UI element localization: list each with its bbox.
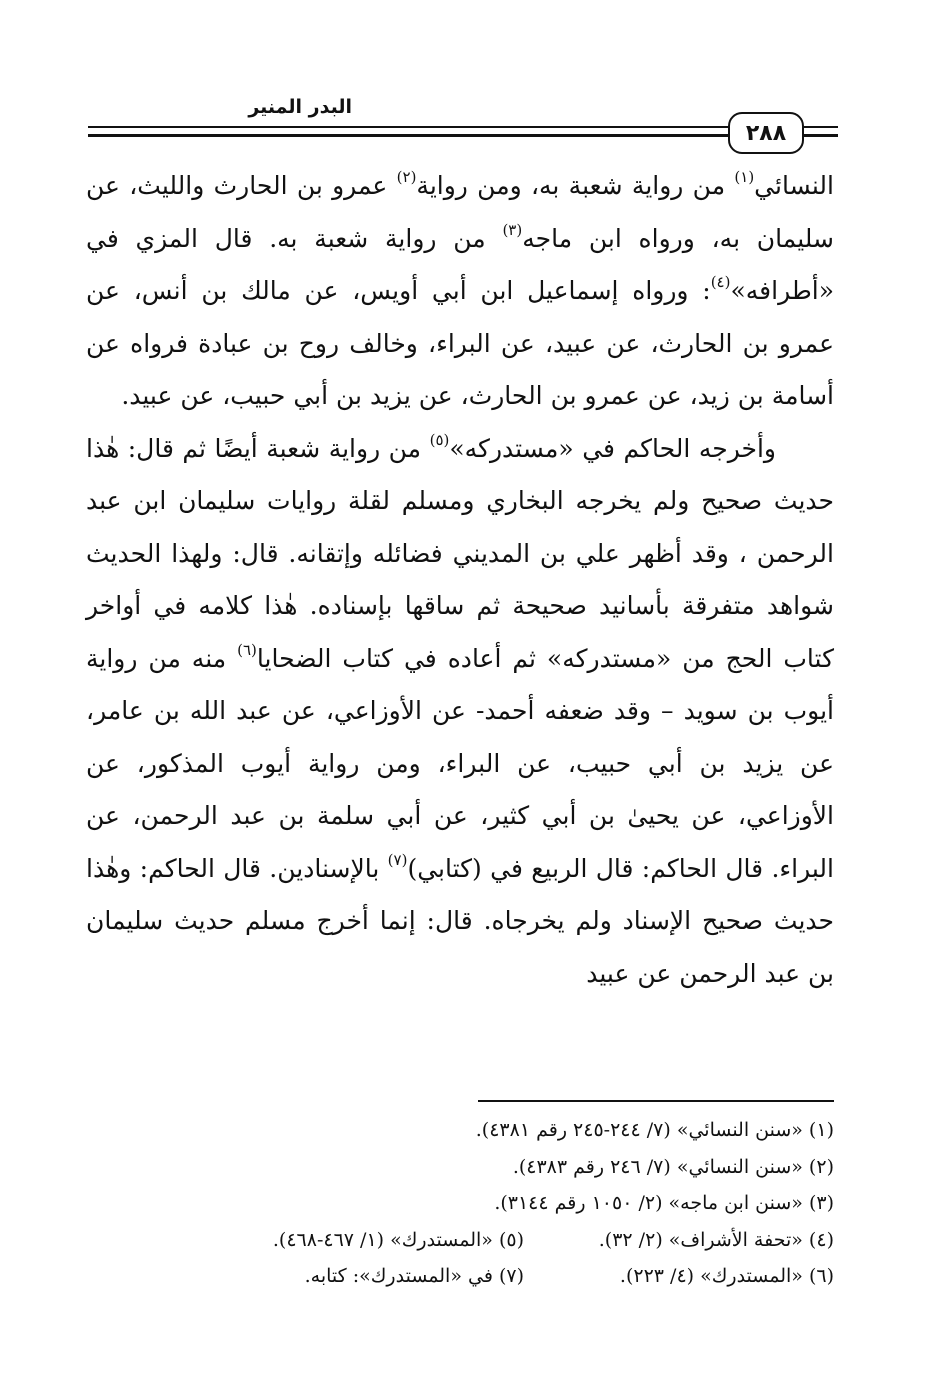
- header-rule: [800, 126, 838, 128]
- header-rule: [800, 134, 838, 137]
- page-header: [88, 96, 838, 152]
- footnote-marker: (١): [734, 168, 755, 186]
- footnote: (٧) في «المستدرك»: كتابه.: [304, 1265, 524, 1287]
- footnote-marker: (٣): [502, 220, 523, 239]
- footnotes: [86, 1112, 834, 1295]
- footnote-marker: (٢): [396, 168, 417, 186]
- footnote-row: [86, 1258, 834, 1295]
- page-number: ٢٨٨: [728, 112, 804, 154]
- footnote-marker: (٦): [237, 640, 257, 659]
- footnote-separator: [478, 1100, 834, 1102]
- footnote: (١) «سنن النسائي» (٧/ ٢٤٤-٢٤٥ رقم ٤٣٨١).: [475, 1119, 834, 1141]
- paragraph: وأخرجه الحاكم في «مستدركه»$^{(٥)}$ من رواية شعبة أيضًا ثم قال: هٰذا حديث صحيح ولم يخرجه البخاري ومسلم لقلة روايات سليمان ابن عبد الرحمن ، وقد أظهر علي بن المديني فضائله وإتقانه. قال: ولهذا الحديث شواهد متفرقة بأسانيد صحيحة ثم ساقها بإسناده. هٰذا كلامه في أواخر كتاب الحج من «مستدركه» ثم أعاده في كتاب الضحايا$^{(٦)}$ منه من رواية أيوب بن سويد – وقد ضعفه أحمد- عن الأوزاعي، عن عبد الله بن عامر، عن يزيد بن أبي حبيب، عن البراء، ومن رواية أيوب المذكور، عن الأوزاعي، عن يحيىٰ بن أبي كثير، عن أبي سلمة بن عبد الرحمن، عن البراء. قال الحاكم: قال الربيع في (كتابي)$^{(٧)}$ بالإسنادين. قال الحاكم: وهٰذا حديث صحيح الإسناد ولم يخرجاه. قال: إنما أخرج مسلم حديث سليمان بن عبد الرحمن عن عبيد: [86, 430, 834, 988]
- footnote: (٤) «تحفة الأشراف» (٢/ ٣٢).: [598, 1228, 834, 1251]
- running-title: البدر المنير: [248, 96, 352, 118]
- footnote: (٢) «سنن النسائي» (٧/ ٢٤٦ رقم ٤٣٨٣).: [512, 1155, 834, 1178]
- footnote: (٦) «المستدرك» (٤/ ٢٢٣).: [619, 1265, 834, 1287]
- paragraph: النسائي$^{(١)}$ من رواية شعبة به، ومن رواية$^{(٢)}$ عمرو بن الحارث والليث، عن سليمان به، ورواه ابن ماجه$^{(٣)}$ من رواية شعبة به. قال المزي في «أطرافه»$^{(٤)}$: ورواه إسماعيل ابن أبي أويس، عن مالك بن أنس، عن عمرو بن الحارث، عن عبيد، عن البراء، وخالف روح بن عبادة فرواه عن أسامة بن زيد، عن عمرو بن الحارث، عن يزيد بن أبي حبيب، عن عبيد.: [86, 168, 834, 410]
- header-rule: [88, 126, 732, 128]
- footnote: (٥) «المستدرك» (١/ ٤٦٧-٤٦٨).: [272, 1228, 524, 1251]
- header-rule: [88, 134, 732, 137]
- main-text: [86, 160, 834, 1000]
- footnote-marker: (٥): [429, 430, 450, 449]
- footnote-marker: (٤): [710, 273, 731, 291]
- footnote: (٣) «سنن ابن ماجه» (٢/ ١٠٥٠ رقم ٣١٤٤).: [494, 1192, 834, 1214]
- footnote-marker: (٧): [387, 850, 408, 869]
- footnote-row: [86, 1222, 834, 1259]
